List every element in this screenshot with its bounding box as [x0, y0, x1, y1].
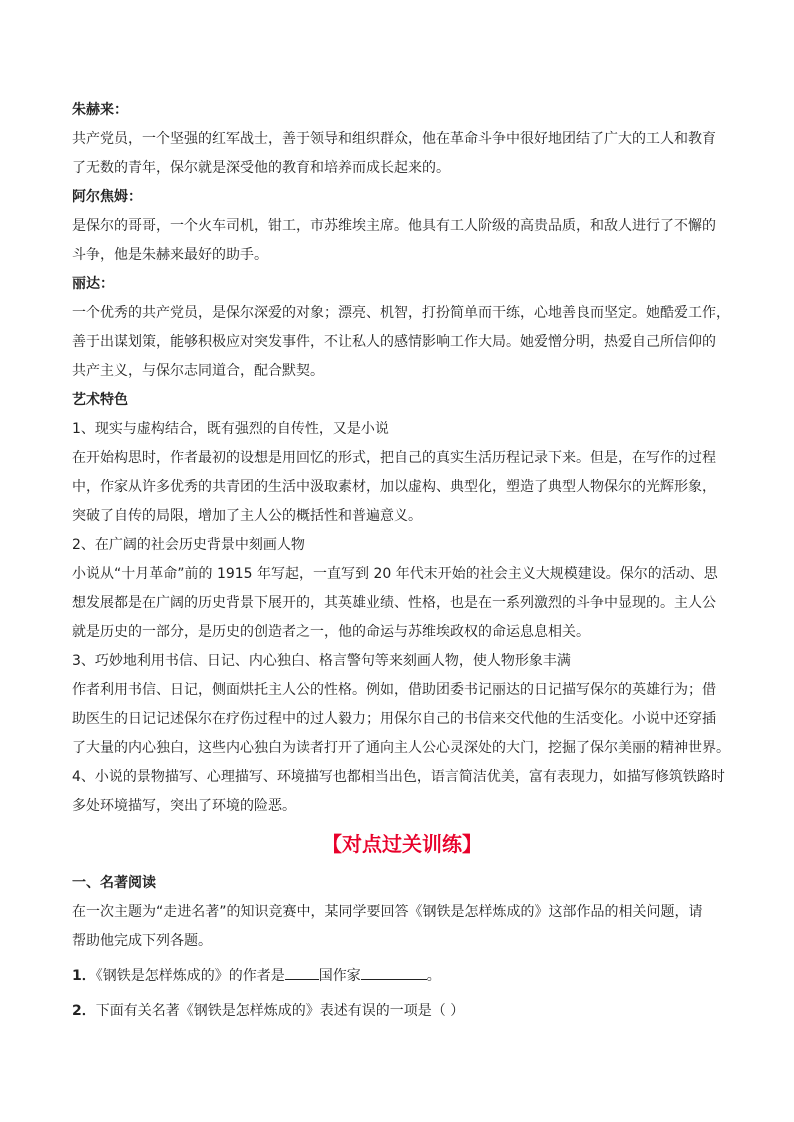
character-desc-line: 共产主义，与保尔志同道合，配合默契。 — [72, 363, 324, 379]
art-point-line: 中，作家从许多优秀的共青团的生活中汲取素材，加以虚构、典型化，塑造了典型人物保尔的光辉形象， — [72, 479, 716, 495]
section-banner: 【对点过关训练】 — [322, 832, 482, 856]
question-text: 下面有关名著《钢铁是怎样炼成的》表述有误的一项是（ ） — [95, 1003, 465, 1019]
question-number: 2． — [72, 1003, 96, 1019]
exercise-intro-line: 帮助他完成下列各题。 — [72, 933, 212, 949]
art-heading: 艺术特色 — [72, 392, 128, 408]
character-desc-line: 共产党员，一个坚强的红军战士，善于领导和组织群众，他在革命斗争中很好地团结了广大的工人和教育 — [72, 131, 716, 147]
character-desc-line: 善于出谋划策，能够积极应对突发事件，不让私人的感情影响工作大局。她爱憎分明，热爱自己所信仰的 — [72, 334, 716, 350]
question-text: 国作家 — [318, 968, 361, 984]
question-text: 《钢铁是怎样炼成的》的作者是 — [95, 968, 285, 984]
art-point-line: 突破了自传的局限，增加了主人公的概括性和普遍意义。 — [72, 508, 422, 524]
question-number: 1． — [72, 968, 96, 984]
answer-blank-country[interactable] — [285, 965, 319, 980]
exercise-intro-line: 在一次主题为“走进名著”的知识竞赛中，某同学要回答《钢铁是怎样炼成的》这部作品的相关问题，请 — [72, 904, 703, 920]
art-point-line: 助医生的日记记述保尔在疗伤过程中的过人毅力；用保尔自己的书信来交代他的生活变化。小说中还穿插 — [72, 711, 716, 727]
character-desc-line: 了无数的青年，保尔就是深受他的教育和培养而成长起来的。 — [72, 160, 450, 176]
page-content — [72, 96, 732, 1026]
art-point-title: 1、现实与虚构结合，既有强烈的自传性，又是小说 — [72, 421, 389, 437]
art-point-line: 多处环境描写，突出了环境的险恶。 — [72, 798, 296, 814]
question-text: 。 — [426, 968, 441, 984]
character-desc-line: 一个优秀的共产党员，是保尔深爱的对象；漂亮、机智，打扮简单而干练，心地善良而坚定。她酷爱工作， — [72, 305, 730, 321]
art-point-line: 作者利用书信、日记，侧面烘托主人公的性格。例如，借助团委书记丽达的日记描写保尔的英雄行为；借 — [72, 682, 716, 698]
character-desc-line: 斗争，他是朱赫来最好的助手。 — [72, 247, 268, 263]
art-point-title: 4、小说的景物描写、心理描写、环境描写也都相当出色，语言简洁优美，富有表现力，如描写修筑铁路时 — [72, 769, 725, 785]
art-point-line: 想发展都是在广阔的历史背景下展开的，其英雄业绩、性格，也是在一系列激烈的斗争中显现的。主人公 — [72, 595, 716, 611]
exercise-section-title: 一、名著阅读 — [72, 875, 156, 891]
art-point-line: 小说从“十月革命”前的 1915 年写起，一直写到 20 年代末开始的社会主义大规模建设。保尔的活动、思 — [72, 566, 718, 582]
art-point-title: 2、在广阔的社会历史背景中刻画人物 — [72, 537, 305, 553]
question-2 — [72, 997, 732, 1026]
question-1 — [72, 962, 732, 991]
art-point-line: 就是历史的一部分，是历史的创造者之一，他的命运与苏维埃政权的命运息息相关。 — [72, 624, 590, 640]
art-point-line: 了大量的内心独白，这些内心独白为读者打开了通向主人公心灵深处的大门，挖掘了保尔美丽的精神世界。 — [72, 740, 730, 756]
art-point-title: 3、巧妙地利用书信、日记、内心独白、格言警句等来刻画人物，使人物形象丰满 — [72, 653, 571, 669]
character-name: 阿尔焦姆： — [72, 189, 142, 205]
character-name: 丽达： — [72, 276, 114, 292]
art-point-line: 在开始构思时，作者最初的设想是用回忆的形式，把自己的真实生活历程记录下来。但是，在写作的过程 — [72, 450, 716, 466]
character-name: 朱赫来： — [72, 102, 128, 118]
answer-blank-author[interactable] — [361, 965, 427, 980]
character-desc-line: 是保尔的哥哥，一个火车司机，钳工，市苏维埃主席。他具有工人阶级的高贵品质，和敌人进行了不懈的 — [72, 218, 716, 234]
